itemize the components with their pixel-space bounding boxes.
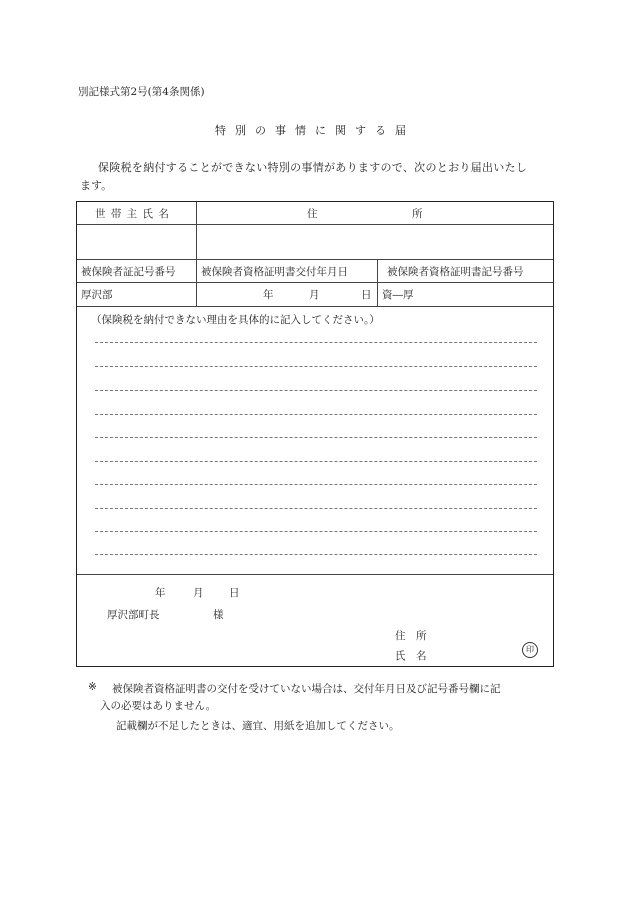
row-divider xyxy=(77,282,553,283)
reason-line xyxy=(95,390,537,391)
reason-line xyxy=(95,437,537,438)
cert-date-month: 月 xyxy=(309,289,320,301)
column-divider xyxy=(377,259,378,306)
row-divider xyxy=(77,224,553,225)
row-divider xyxy=(77,306,553,307)
header-cert-issue-date: 被保険者資格証明書交付年月日 xyxy=(201,266,348,278)
reason-line xyxy=(95,508,537,509)
intro-line-2: ます。 xyxy=(80,179,113,192)
row-divider xyxy=(77,574,553,575)
header-householder-name: 世 帯 主 氏 名 xyxy=(95,208,170,220)
submit-date-year: 年 xyxy=(155,587,166,599)
document-title: 特別の事情に関する届 xyxy=(215,124,415,137)
form-number: 別記様式第2号(第4条関係) xyxy=(78,86,205,98)
submit-date-day: 日 xyxy=(229,587,240,599)
seal-icon: 印 xyxy=(522,642,538,658)
column-divider xyxy=(196,202,197,306)
reason-line xyxy=(95,342,537,343)
householder-name-field[interactable] xyxy=(79,226,194,257)
reason-line xyxy=(95,531,537,532)
header-cert-number: 被保険者資格証明書記号番号 xyxy=(387,266,524,278)
reason-line xyxy=(95,366,537,367)
address-field[interactable] xyxy=(199,226,551,257)
note-line-3: 記載欄が不足したときは、適宜、用紙を追加してください。 xyxy=(116,720,400,732)
reason-line xyxy=(95,484,537,485)
reason-line xyxy=(95,414,537,415)
reason-writing-area[interactable] xyxy=(77,322,553,562)
cert-date-year: 年 xyxy=(263,289,274,301)
addressee-honorific: 様 xyxy=(213,609,224,621)
cert-number-prefix[interactable]: 資―厚 xyxy=(382,289,414,301)
note-line-1: 被保険者資格証明書の交付を受けていない場合は、交付年月日及び記号番号欄に記 xyxy=(112,683,501,695)
header-address: 住 所 xyxy=(307,208,423,220)
reason-line xyxy=(95,461,537,462)
reason-prompt: （保険税を納付できない理由を具体的に記入してください。） xyxy=(91,314,380,326)
applicant-address-label: 住 所 xyxy=(395,630,427,642)
intro-line-1: 保険税を納付することができない特別の事情がありますので、次のとおり届出いたし xyxy=(98,161,528,174)
header-insured-number: 被保険者証記号番号 xyxy=(81,266,176,278)
declaration-form-table xyxy=(76,201,554,667)
cert-date-day: 日 xyxy=(361,289,372,301)
applicant-name-label: 氏 名 xyxy=(395,650,427,662)
row-divider xyxy=(77,259,553,260)
note-mark: ※ xyxy=(88,681,97,693)
reason-line xyxy=(95,554,537,555)
note-line-2: 入の必要はありません。 xyxy=(100,700,217,712)
submit-date-month: 月 xyxy=(193,587,204,599)
addressee-mayor: 厚沢部町長 xyxy=(107,609,160,621)
insured-number-prefix[interactable]: 厚沢部 xyxy=(81,289,113,301)
